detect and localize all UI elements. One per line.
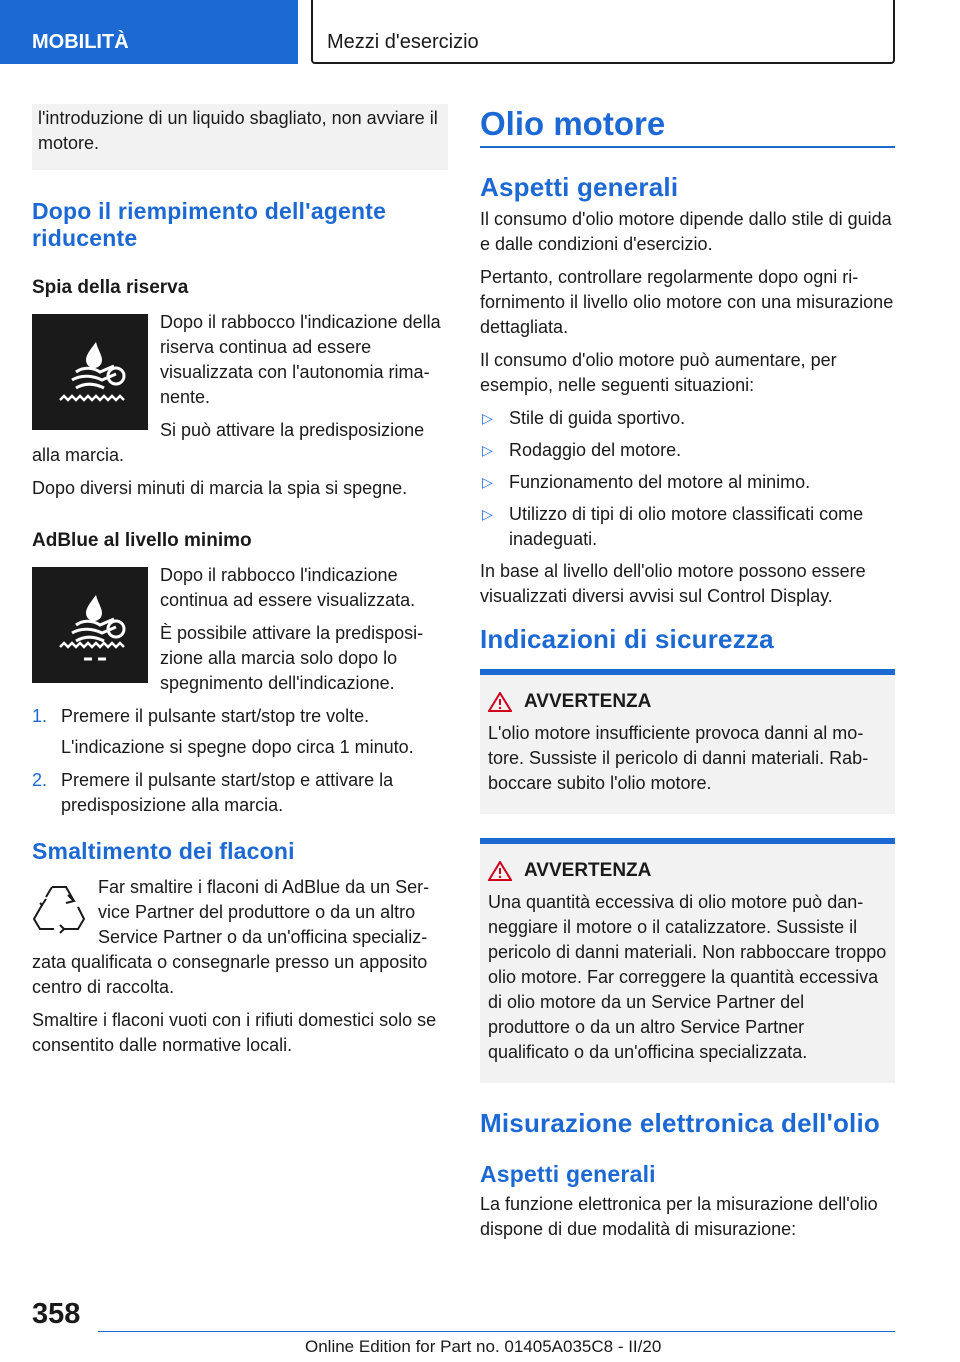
bullet-text: Utilizzo di tipi di olio motore classificati come inadeguati. [509,504,864,549]
step-note: L'indicazione si spegne dopo circa 1 minuto. [61,737,414,757]
recycle-icon [32,881,86,937]
step-text: Premere il pulsante start/stop e attivare la predisposizione alla marcia. [61,770,394,815]
disposal-text-2: Smaltire i flaconi vuoti con i rifiuti domestici solo se consentito dalle normative locali. [32,1010,437,1055]
heading-reserve-light: Spia della riserva [32,277,189,298]
reserve-text-1: Dopo il rabbocco l'indicazione della riserva continua ad essere visualizzata con l'autonomia rimanente. [160,312,441,407]
list-item-note [32,735,448,760]
edition-text: Online Edition for Part no. 01405A035C8 - II/20 [305,1337,662,1356]
bullet-text: Stile di guida sportivo. [509,408,686,428]
continued-note-text: l'introduzione di un liquido sbagliato, non avviare il motore. [38,108,438,153]
heading-electronic-measurement: Misurazione elettronica dell'olio [480,1108,880,1138]
warning-box-1 [480,669,895,814]
adblue-reserve-icon [32,314,148,430]
adblue-text-2: È possibile attivare la predisposizione alla marcia solo dopo lo spegnimento dell'indicazione. [160,623,424,693]
heading-general-2: Aspetti generali [480,1161,656,1187]
triangle-bullet-icon: ▷ [482,410,493,426]
triangle-bullet-icon: ▷ [482,506,493,522]
reserve-text-3: Dopo diversi minuti di marcia la spia si spegne. [32,478,408,498]
list-item [480,406,895,431]
step-number: 2. [32,770,48,790]
step-text: Premere il pulsante start/stop tre volte. [61,706,370,726]
adblue-text-1: Dopo il rabbocco l'indicazione continua ad essere visualizzata. [160,565,416,610]
step-number: 1. [32,706,48,726]
triangle-bullet-icon: ▷ [482,474,493,490]
section-tab [0,0,298,64]
heading-general: Aspetti generali [480,172,679,202]
heading-disposal: Smaltimento dei flaconi [32,838,295,864]
general-text-4: In base al livello dell'olio motore possono essere visualizzati diversi avvisi sul Control Display. [480,561,866,606]
warning-label: AVVERTENZA [524,860,652,881]
heading-adblue-minimum: AdBlue al livello minimo [32,530,252,551]
page-number: 358 [32,1298,81,1330]
general-text-3: Il consumo d'olio motore può aumentare, per esempio, nelle seguenti situazioni: [480,350,837,395]
warning-triangle-icon [488,861,512,881]
steps-list [32,704,448,818]
page-title-oil: Olio motore [480,104,895,148]
heading-safety: Indicazioni di sicurezza [480,624,774,654]
adblue-minimum-icon [32,567,148,683]
chapter-tab [311,0,895,64]
section-title: MOBILITÀ [32,31,129,53]
general-text-1: Il consumo d'olio motore dipende dallo stile di guida e dalle condizioni d'esercizio. [480,209,892,254]
list-item [480,502,895,552]
list-item [480,470,895,495]
warning-label: AVVERTENZA [524,691,652,712]
warning-text-2: Una quantità eccessiva di olio motore può danneggiare il motore o il catalizzatore. Sussiste il pericolo di danni materiali. Non rabboccare troppo olio motore. Far correggere la quantità eccessiva di olio motore da un Service Partner del produttore o da un altro Service Partner qualificato o da un'officina specializzata. [488,892,887,1062]
list-item [480,438,895,463]
general-text-2: Pertanto, controllare regolarmente dopo ogni rifornimento il livello olio motore con una misurazione dettagliata. [480,267,894,337]
situations-list [480,406,895,552]
list-item [32,768,448,818]
left-column [32,104,448,1066]
warning-box-2 [480,838,895,1083]
chapter-title: Mezzi d'esercizio [327,31,479,53]
reserve-text-2: Si può attivare la predisposizione alla marcia. [32,420,425,465]
warning-triangle-icon [488,692,512,712]
list-item [32,704,448,729]
warning-text-1: L'olio motore insufficiente provoca danni al motore. Sussiste il pericolo di danni materiali. Rabboccare subito l'olio motore. [488,723,869,793]
bullet-text: Funzionamento del motore al minimo. [509,472,811,492]
bullet-text: Rodaggio del motore. [509,440,682,460]
heading-after-fill: Dopo il riempimento dell'agente riducente [32,198,387,251]
triangle-bullet-icon: ▷ [482,442,493,458]
footer-divider [98,1331,895,1332]
disposal-text-1: Far smaltire i flaconi di AdBlue da un Service Partner del produttore o da un altro Service Partner o da un'officina specializzata qualificata o consegnarle presso un apposito centro di raccolta. [32,877,430,997]
right-column [480,104,895,1250]
measure-text-1: La funzione elettronica per la misurazione dell'olio dispone di due modalità di misurazione: [480,1194,878,1239]
continued-note-box [32,104,448,170]
